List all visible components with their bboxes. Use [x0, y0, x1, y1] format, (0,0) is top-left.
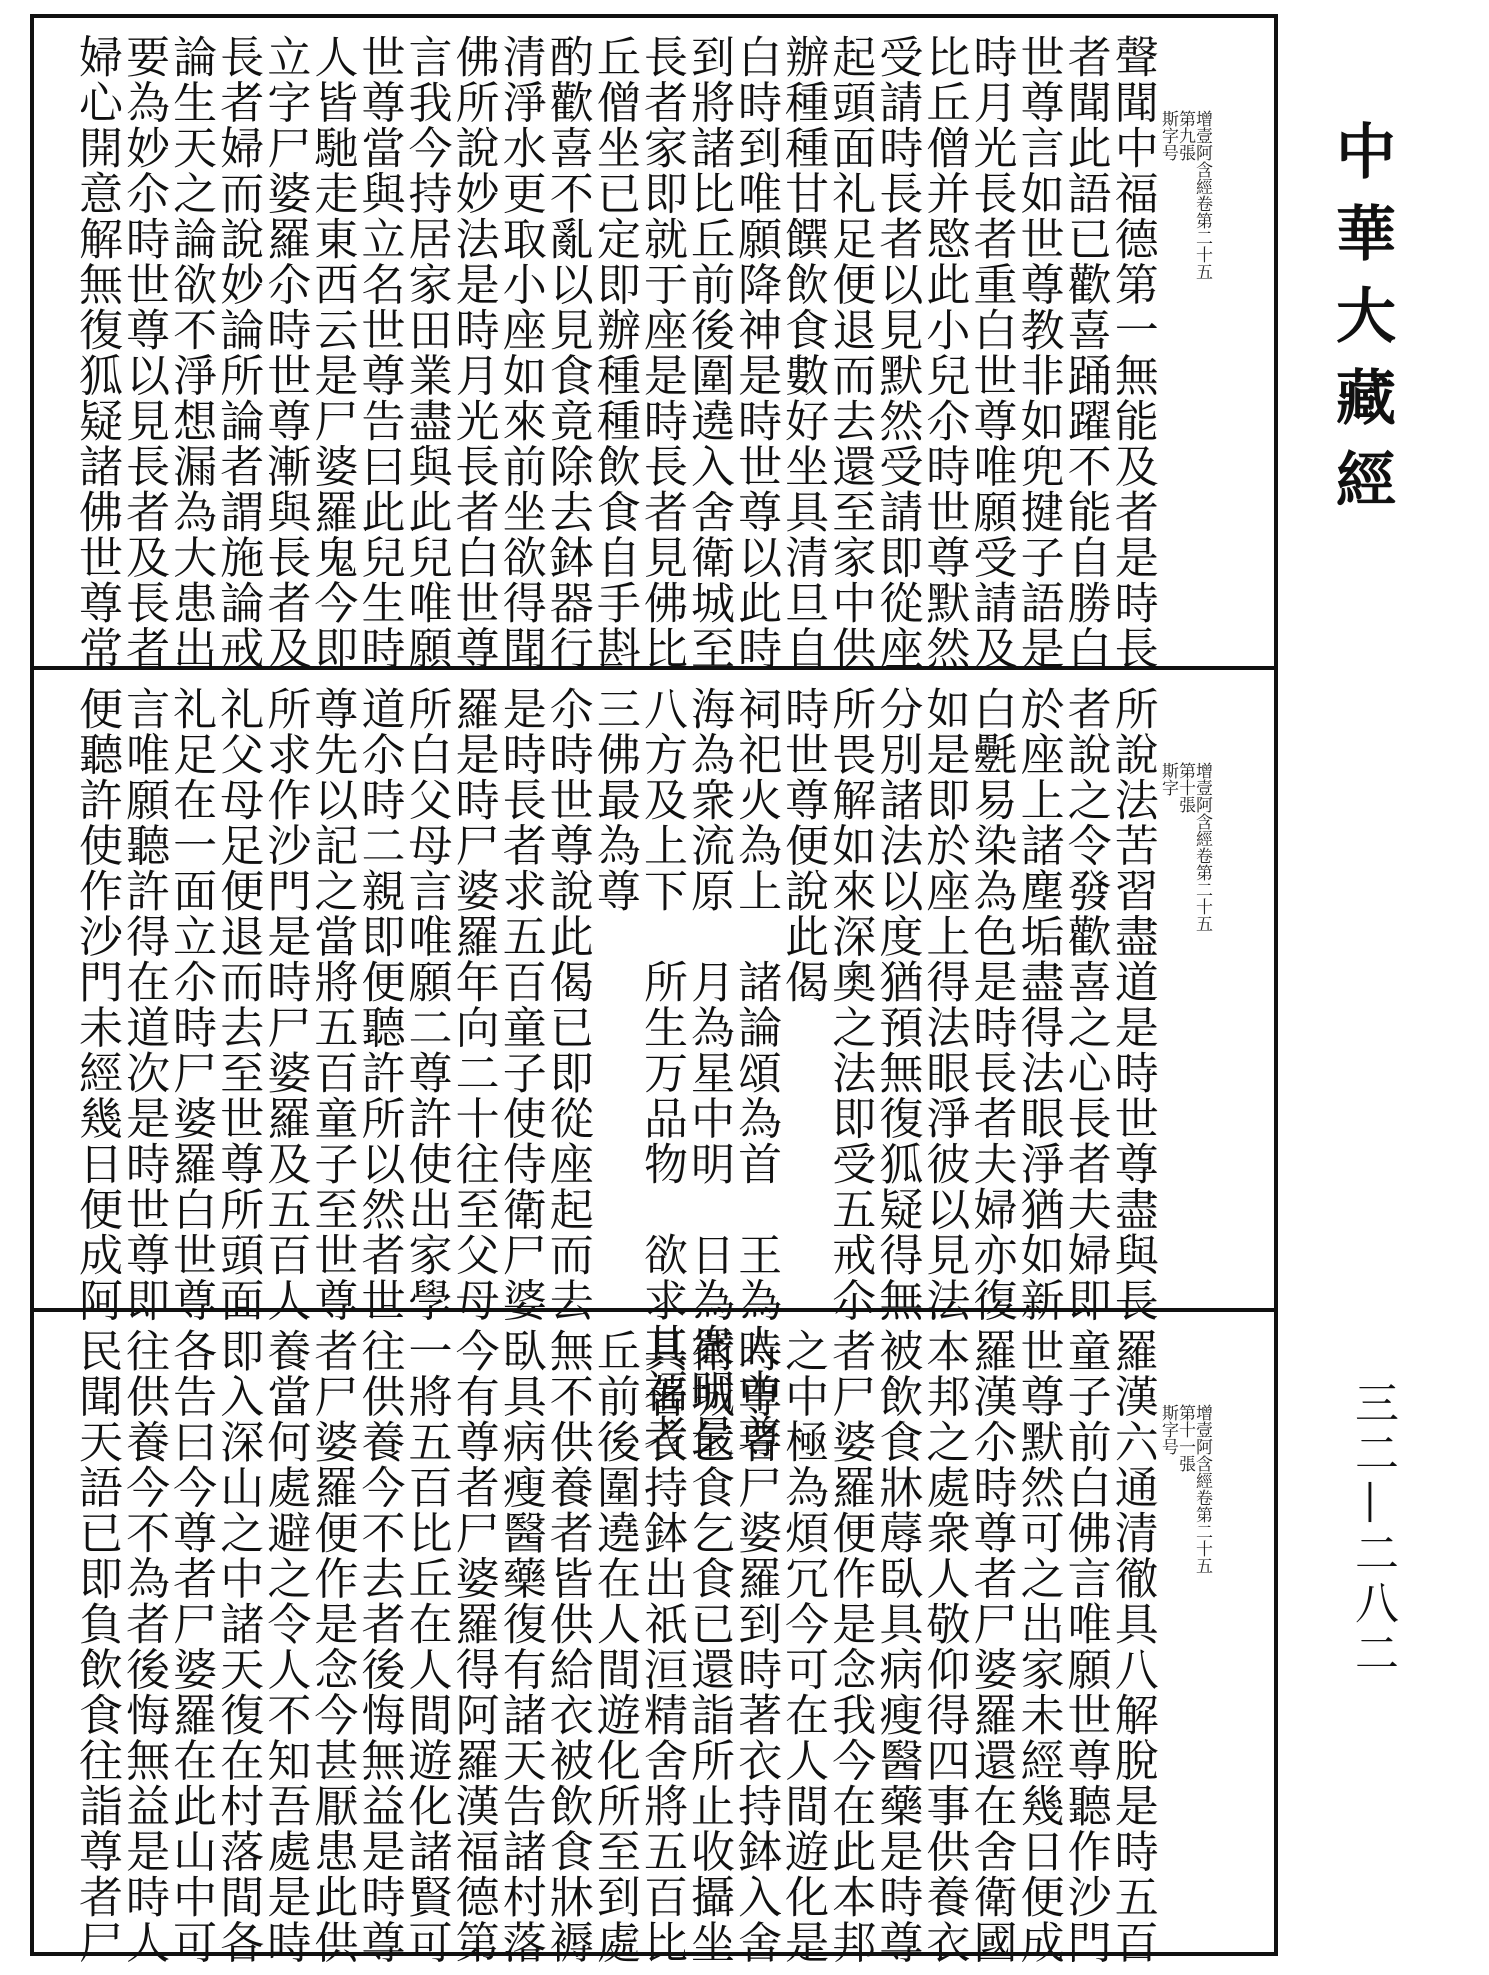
text-column: 言唯願聽許得在道次是時世尊即	[118, 686, 170, 1323]
text-column: 者尸婆羅便作是念我今在此本邦	[824, 1328, 876, 1965]
text-column: 具著衣持鉢出祇洹精舍將五百比	[635, 1328, 687, 1965]
text-column: 清淨水更取小座如來前坐欲得聞	[494, 34, 546, 671]
margin-sutra-title: 增壹阿含經卷第二十五	[1192, 1404, 1212, 1574]
text-column: 聲聞中福德第一無能及者是時長	[1106, 34, 1158, 671]
text-column: 丘前後圍遶在人間遊化所至到處	[588, 1328, 640, 1965]
panel-3-text-columns	[71, 1328, 1158, 1965]
text-column: 本邦之處衆人敬仰得四事供養衣	[918, 1328, 970, 1965]
margin-sheet-number: 第十張	[1175, 762, 1195, 813]
text-column: 者聞此語已歡喜踊躍不能自勝白	[1059, 34, 1111, 671]
text-column: 童子前白佛言唯願世尊聽作沙門	[1059, 1328, 1111, 1965]
verse-column: 海為衆流原 月為星中明 日為衆明最	[683, 686, 735, 1460]
margin-sheet-number: 第九張	[1175, 110, 1195, 161]
text-column: 佛所說妙法是時月光長者白世尊	[447, 34, 499, 671]
text-column: 尒時世尊說此偈已即從座起而去	[541, 686, 593, 1323]
text-column: 長者家即就于座是時長者見佛比	[635, 34, 687, 671]
page-frame	[30, 14, 1278, 1965]
text-column: 臥具病瘦醫藥復有諸天告諸村落	[494, 1328, 546, 1965]
text-column: 時尊者尸婆羅到時著衣持鉢入舍	[730, 1328, 782, 1965]
text-column: 民聞天語已即負飲食往詣尊者尸	[71, 1328, 122, 1965]
panel-3	[34, 1308, 1274, 1965]
text-column: 無不供養者皆供給衣被飲食牀褥	[541, 1328, 593, 1965]
text-column: 養當何處避之令人不知吾處是時	[259, 1328, 311, 1965]
margin-volume-mark: 斯字	[1158, 762, 1178, 796]
panel-1	[34, 18, 1274, 671]
text-column: 所白父母言唯願二尊許使出家學	[400, 686, 452, 1323]
text-column: 是時長者求五百童子使侍衛尸婆	[494, 686, 546, 1323]
text-column: 各告曰今尊者尸婆羅在此山中可	[165, 1328, 217, 1965]
collection-title: 中華大藏經	[1326, 120, 1396, 530]
text-column: 婦心開意解無復狐疑諸佛世尊常	[71, 34, 122, 671]
page-number: 三二—二八二	[1347, 1380, 1398, 1680]
margin-volume-mark: 斯字号	[1158, 1404, 1178, 1455]
margin-sutra-title: 增壹阿含經卷第二十五	[1192, 762, 1212, 932]
text-column: 羅是時尸婆羅年向二十往至父母	[447, 686, 499, 1323]
panel-3-margin-note	[1159, 1404, 1210, 1574]
text-column: 酌歡喜不亂以見食竟除去鉢器行	[541, 34, 593, 671]
margin-volume-mark: 斯字号	[1158, 110, 1178, 161]
text-column: 衛城乞食乞食已還詣所止收攝坐	[683, 1328, 735, 1965]
text-column: 論生天之論欲不淨想漏為大患出	[165, 34, 217, 671]
text-column: 辦種種甘饌飲食數好坐具清旦自	[777, 34, 829, 671]
text-column: 時世尊便說此偈	[777, 686, 829, 1005]
text-column: 被飲食牀蓐臥具病瘦醫藥是時尊	[871, 1328, 923, 1965]
text-column: 白氎易染為色是時長者夫婦亦復	[965, 686, 1017, 1323]
text-column: 尊先以記之當將五百童子至世尊	[306, 686, 358, 1323]
text-column: 一將五百比丘在人間遊化諸賢可	[400, 1328, 452, 1965]
text-column: 之中極為煩冗今可在人間遊化是	[777, 1328, 829, 1965]
text-column: 世尊默然可之出家未經幾日便成	[1012, 1328, 1064, 1965]
verse-column: 八方及上下 所生万品物 欲求其福者	[635, 686, 687, 1460]
panel-1-margin-note	[1159, 110, 1210, 280]
verse-column: 三佛最為尊	[588, 686, 640, 914]
text-column: 丘僧坐已定即辦種種飲食自手斟	[588, 34, 640, 671]
text-column: 便聽許使作沙門未經幾日便成阿	[71, 686, 122, 1323]
text-column: 到將諸比丘前後圍遶入舍衛城至	[683, 34, 735, 671]
text-column: 者尸婆羅便作是念今甚厭患此供	[306, 1328, 358, 1965]
text-column: 礼父母足便退而去至世尊所頭面	[212, 686, 264, 1323]
text-column: 往供養今不去者後悔無益是時尊	[353, 1328, 405, 1965]
text-column: 人皆馳走東西云是尸婆羅鬼今即	[306, 34, 358, 671]
text-column: 如是即於座上得法眼淨彼以見法	[918, 686, 970, 1323]
text-column: 時月光長者重白世尊唯願受請及	[965, 34, 1017, 671]
text-column: 世尊當與立名世尊告曰此兒生時	[353, 34, 405, 671]
margin-sheet-number: 第十一張	[1175, 1404, 1195, 1472]
text-column: 往供養今不為者後悔無益是時人	[118, 1328, 170, 1965]
text-column: 所求作沙門是時尸婆羅及五百人	[259, 686, 311, 1323]
text-column: 今有尊者尸婆羅得阿羅漢福德第	[447, 1328, 499, 1965]
text-column: 所說法苦習盡道是時世尊盡與長	[1106, 686, 1158, 1323]
text-column: 者說之令發歡喜之心長者夫婦即	[1059, 686, 1111, 1323]
margin-sutra-title: 增壹阿含經卷第二十五	[1192, 110, 1212, 280]
text-column: 比丘僧并愍此小兒尒時世尊默然	[918, 34, 970, 671]
text-column: 要為妙尒時世尊以見長者及長者	[118, 34, 170, 671]
text-column: 分別諸法以度猶預無復狐疑得無	[871, 686, 923, 1323]
text-column: 言我今持居家田業盡與此兒唯願	[400, 34, 452, 671]
text-column: 羅漢六通清徹具八解脫是時五百	[1106, 1328, 1158, 1965]
text-column: 道尒時二親即便聽許所以然者世	[353, 686, 405, 1323]
text-column: 所畏解如來深奧之法即受五戒尒	[824, 686, 876, 1323]
text-column: 即入深山之中諸天復在村落間各	[212, 1328, 264, 1965]
text-column: 於座上諸塵垢盡得法眼淨猶如新	[1012, 686, 1064, 1323]
verse-column: 祠祀火為上 諸論頌為首 王為人中尊	[730, 686, 782, 1460]
text-column: 白時到唯願降神是時世尊以此時	[730, 34, 782, 671]
text-column: 礼足在一面立尒時尸婆羅白世尊	[165, 686, 217, 1323]
text-column: 羅漢尒時尊者尸婆羅還在舍衛國	[965, 1328, 1017, 1965]
text-column: 起頭面礼足便退而去還至家中供	[824, 34, 876, 671]
text-column: 立字尸婆羅尒時世尊漸與長者及	[259, 34, 311, 671]
text-column: 受請時長者以見默然受請即從座	[871, 34, 923, 671]
panel-1-text-columns	[71, 34, 1158, 671]
panel-2-margin-note	[1159, 762, 1210, 932]
text-column: 世尊言如世尊教非如兜揵子語是	[1012, 34, 1064, 671]
panel-2-text-columns	[71, 686, 1158, 1460]
text-column: 長者婦而說妙論所論者謂施論戒	[212, 34, 264, 671]
